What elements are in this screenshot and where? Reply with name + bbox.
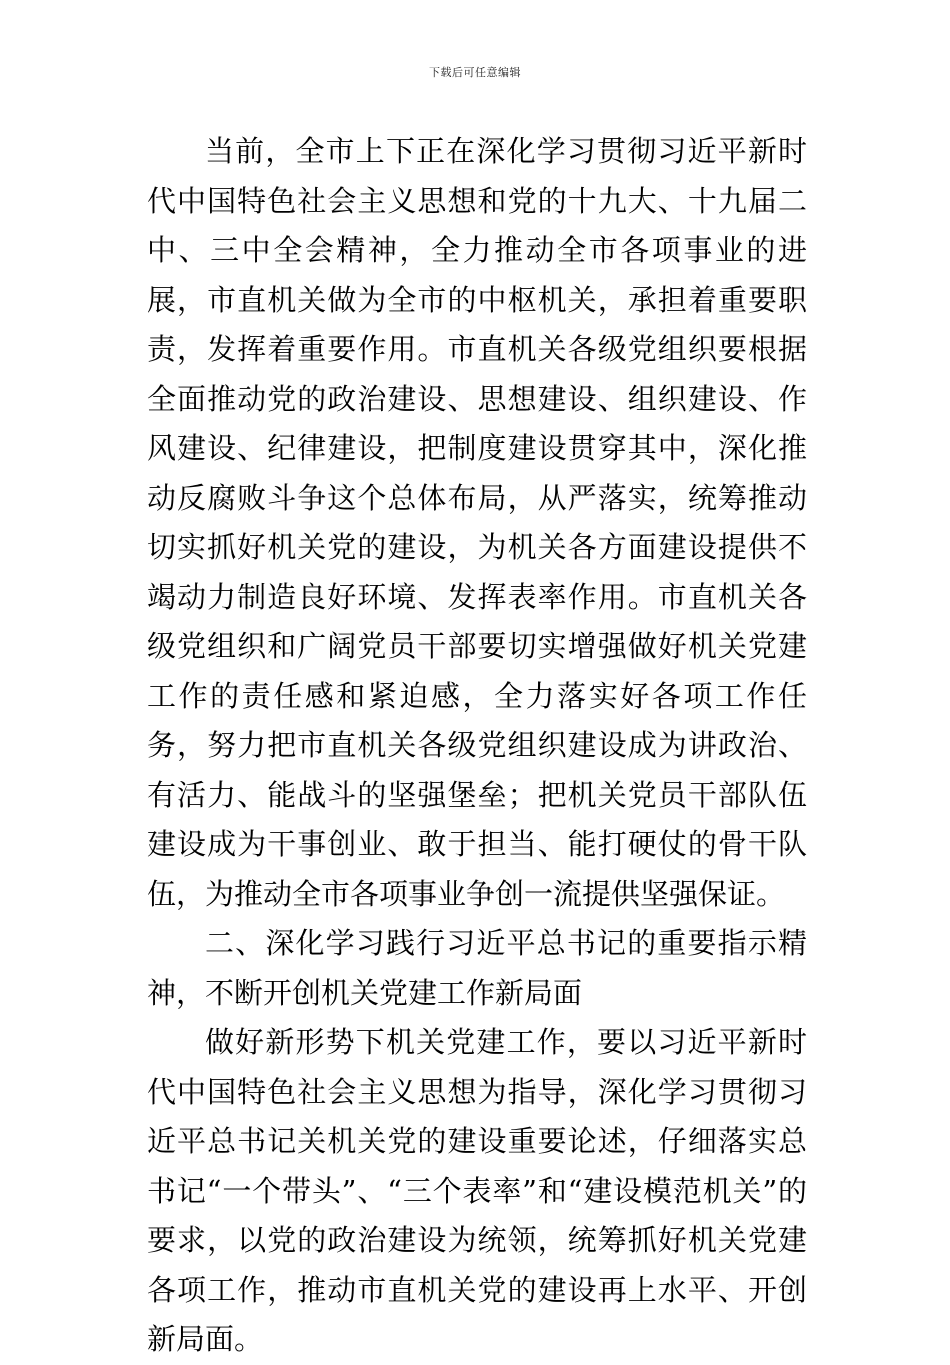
page-header-note: 下载后可任意编辑 <box>429 66 521 79</box>
section-heading-2: 二、深化学习践行习近平总书记的重要指示精神，不断开创机关党建工作新局面 <box>147 926 807 1010</box>
body-paragraph-intro: 当前，全市上下正在深化学习贯彻习近平新时代中国特色社会主义思想和党的十九大、十九届二中、三中全会精神，全力推动全市各项事业的进展，市直机关做为全市的中枢机关，承担着重要职责，发挥着重要作用。市直机关各级党组织要根据全面推动党的政治建设、思想建设、组织建设、作风建设、纪律建设，把制度建设贯穿其中，深化推动反腐败斗争这个总体布局，从严落实，统筹推动切实抓好机关党的建设，为机关各方面建设提供不竭动力制造良好环境、发挥表率作用。市直机关各级党组织和广阔党员干部要切实增强做好机关党建工作的责任感和紧迫感，全力落实好各项工作任务，努力把市直机关各级党组织建设成为讲政治、有活力、能战斗的坚强堡垒；把机关党员干部队伍建设成为干事创业、敢于担当、能打硬仗的骨干队伍，为推动全市各项事业争创一流提供坚强保证。 <box>147 134 807 911</box>
document-body <box>147 127 807 1365</box>
body-paragraph-section-2: 做好新形势下机关党建工作，要以习近平新时代中国特色社会主义思想为指导，深化学习贯彻习近平总书记关机关党的建设重要论述，仔细落实总书记“一个带头”、“三个表率”和“建设模范机关”的要求，以党的政治建设为统领，统筹抓好机关党建各项工作，推动市直机关党的建设再上水平、开创新局面。 <box>147 1025 807 1356</box>
